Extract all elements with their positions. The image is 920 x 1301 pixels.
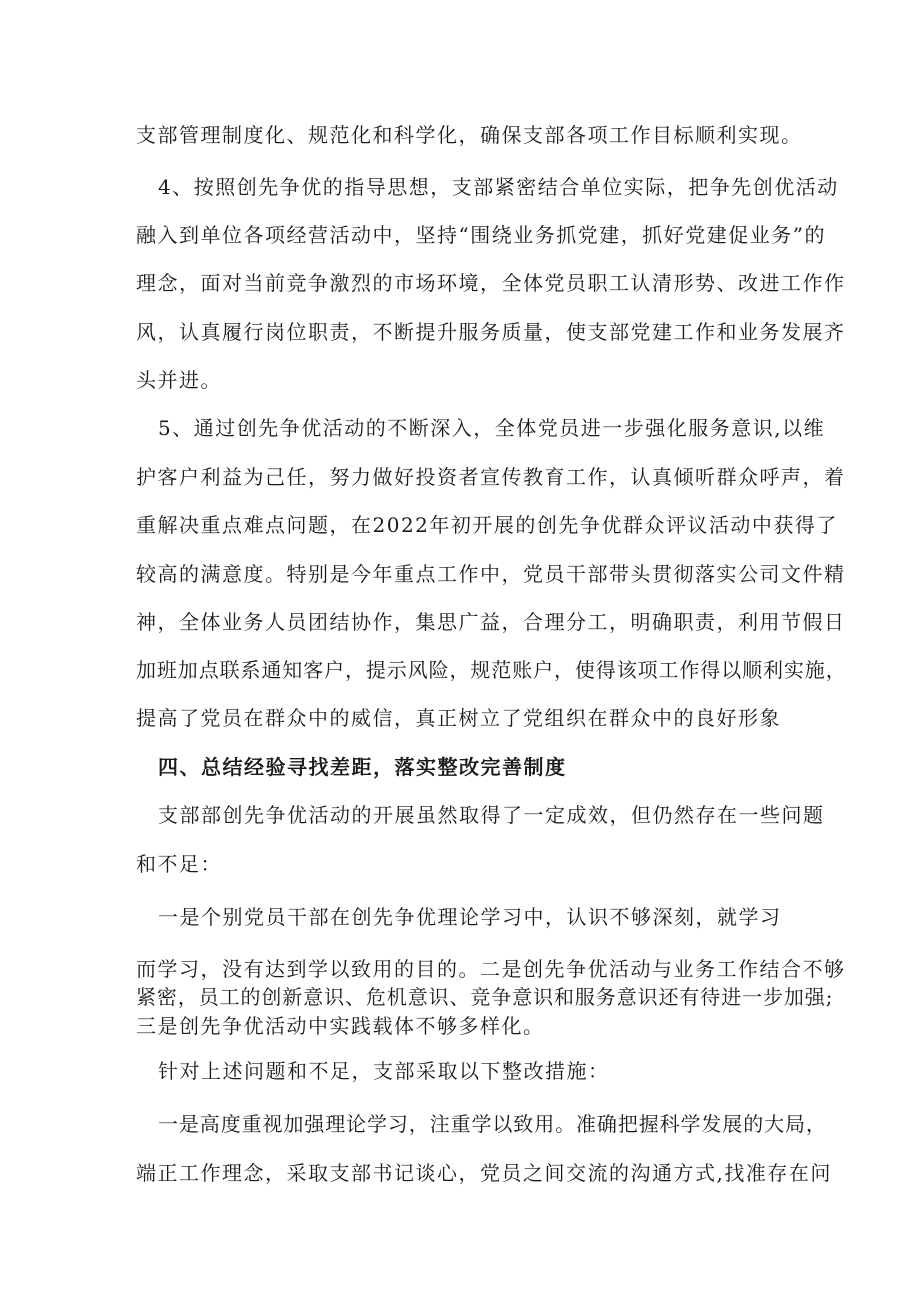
section-heading: 四、总结经验寻找差距，落实整改完善制度 bbox=[158, 755, 567, 779]
paragraph-line: 5、通过创先争优活动的不断深入，全体党员进一步强化服务意识,以维 bbox=[158, 416, 826, 440]
paragraph-line: 支部部创先争优活动的开展虽然取得了一定成效，但仍然存在一些问题 bbox=[158, 803, 825, 827]
paragraph-line: 端正工作理念，采取支部书记谈心，党员之间交流的沟通方式,找准存在问 bbox=[136, 1161, 832, 1185]
paragraph-line: 紧密，员工的创新意识、危机意识、竞争意识和服务意识还有待进一步加强; bbox=[136, 985, 834, 1009]
paragraph-line: 头并进。 bbox=[136, 368, 222, 392]
paragraph-line: 理念，面对当前竞争激烈的市场环境，全体党员职工认清形势、改进工作作 bbox=[136, 271, 846, 295]
paragraph-line: 4、按照创先争优的指导思想，支部紧密结合单位实际，把争先创优活动 bbox=[158, 175, 839, 199]
paragraph-line: 一是个别党员干部在创先争优理论学习中，认识不够深刻，就学习 bbox=[158, 905, 782, 929]
paragraph-line: 护客户利益为己任，努力做好投资者宣传教育工作，认真倾听群众呼声，着 bbox=[136, 465, 846, 489]
paragraph-line: 一是高度重视加强理论学习，注重学以致用。准确把握科学发展的大局， bbox=[158, 1112, 827, 1136]
paragraph-line: 针对上述问题和不足，支部采取以下整改措施： bbox=[158, 1059, 610, 1083]
paragraph-line: 而学习，没有达到学以致用的目的。二是创先争优活动与业务工作结合不够 bbox=[136, 957, 846, 981]
paragraph-line: 加班加点联系通知客户，提示风险，规范账户，使得该项工作得以顺利实施， bbox=[136, 658, 847, 682]
paragraph-line: 和不足： bbox=[136, 852, 222, 876]
paragraph-line: 融入到单位各项经营活动中，坚持“围绕业务抓党建，抓好党建促业务”的 bbox=[136, 223, 826, 247]
paragraph-line: 较高的满意度。特别是今年重点工作中，党员干部带头贯彻落实公司文件精 bbox=[136, 562, 846, 586]
paragraph-line: 三是创先争优活动中实践载体不够多样化。 bbox=[136, 1014, 545, 1038]
paragraph-line: 重解决重点难点问题，在2022年初开展的创先争优群众评议活动中获得了 bbox=[136, 513, 838, 537]
paragraph-line: 支部管理制度化、规范化和科学化，确保支部各项工作目标顺利实现。 bbox=[136, 123, 803, 147]
paragraph-line: 提高了党员在群众中的威信，真正树立了党组织在群众中的良好形象 bbox=[136, 706, 781, 730]
paragraph-line: 神，全体业务人员团结协作，集思广益，合理分工，明确职责，利用节假日 bbox=[136, 610, 846, 634]
paragraph-line: 风，认真履行岗位职责，不断提升服务质量，使支部党建工作和业务发展齐 bbox=[136, 320, 846, 344]
